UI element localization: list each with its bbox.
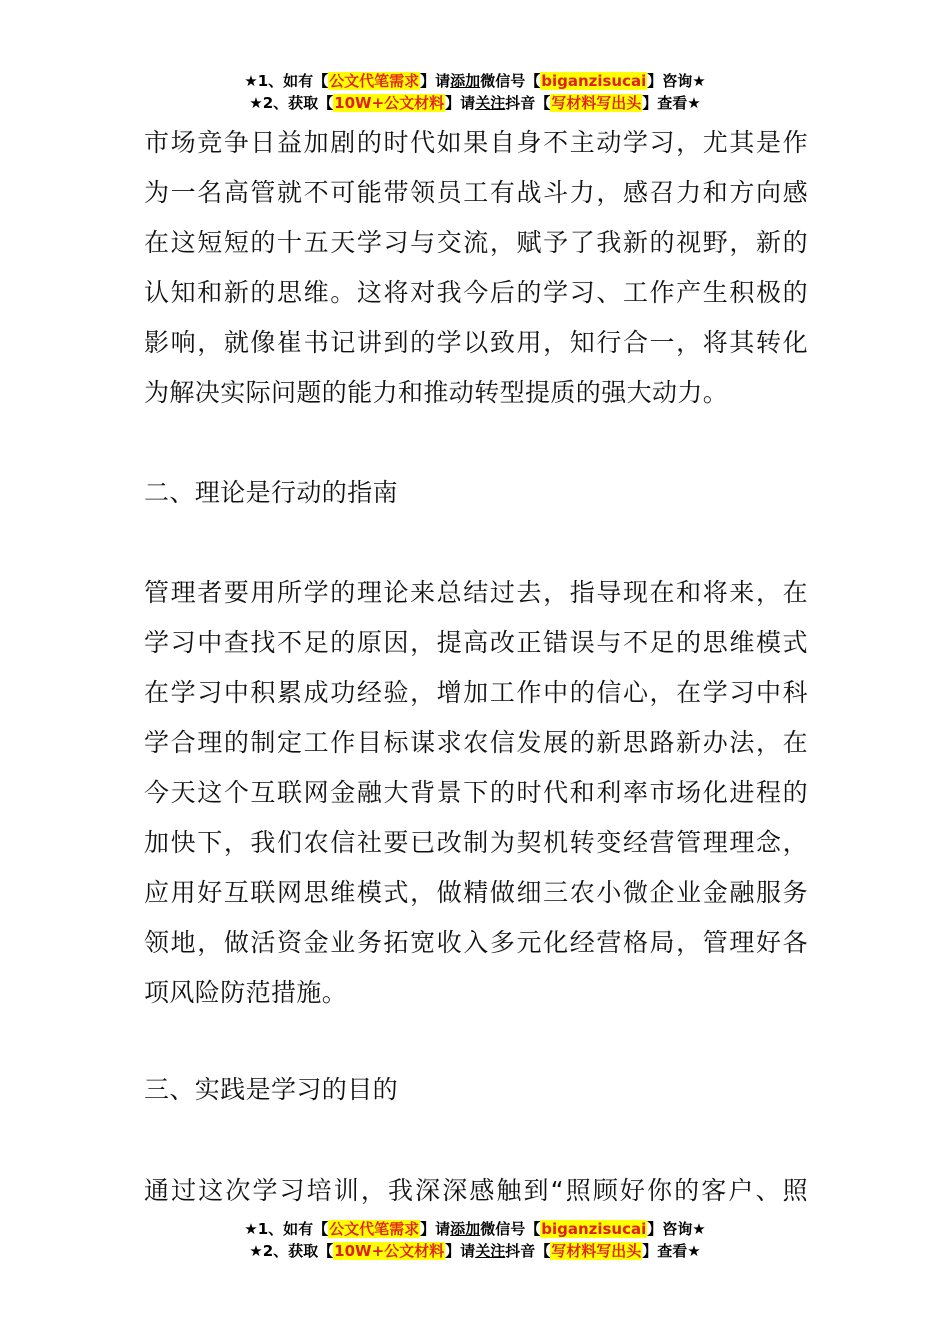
text-line: 为解决实际问题的能力和推动转型提质的强大动力。 <box>144 378 729 407</box>
banner-text: 微信号【 <box>480 1220 541 1238</box>
text-line: 加快下，我们农信社要已改制为契机转变经营管理理念， <box>144 828 808 857</box>
footer-banner <box>0 1218 950 1262</box>
banner-text: 1、如有【 <box>257 72 329 90</box>
star-icon: ★ <box>244 1220 258 1238</box>
banner-text: 】查看 <box>642 94 688 112</box>
star-icon: ★ <box>687 94 701 112</box>
text-line: 今天这个互联网金融大背景下的时代和利率市场化进程的 <box>144 778 808 807</box>
highlight-materials: 10W+公文材料 <box>334 94 445 112</box>
paragraph-3 <box>144 1166 808 1216</box>
banner-text: 】请 <box>445 1242 476 1260</box>
banner-text: 】请 <box>420 1220 451 1238</box>
banner-text: 】咨询 <box>647 1220 693 1238</box>
star-icon: ★ <box>692 1220 706 1238</box>
banner-emphasis: 添加 <box>450 72 481 90</box>
highlight-service: 公文代笔需求 <box>329 72 420 90</box>
banner-text: 2、获取【 <box>262 94 334 112</box>
text-line: 通过这次学习培训，我深深感触到“照顾好你的客户、照 <box>144 1176 808 1205</box>
banner-emphasis: 关注 <box>475 1242 506 1260</box>
text-line: 认知和新的思维。这将对我今后的学习、工作产生积极的 <box>144 278 808 307</box>
banner-emphasis: 添加 <box>450 1220 481 1238</box>
text-line: 领地，做活资金业务拓宽收入多元化经营格局，管理好各 <box>144 928 808 957</box>
highlight-douyin: 写材料写出头 <box>551 94 642 112</box>
text-line: 影响，就像崔书记讲到的学以致用，知行合一，将其转化 <box>144 328 808 357</box>
text-line: 管理者要用所学的理论来总结过去，指导现在和将来，在 <box>144 578 808 607</box>
text-line: 在这短短的十五天学习与交流，赋予了我新的视野，新的 <box>144 228 808 257</box>
banner-text: 抖音【 <box>505 1242 551 1260</box>
text-line: 市场竞争日益加剧的时代如果自身不主动学习，尤其是作 <box>144 128 808 157</box>
text-line: 项风险防范措施。 <box>144 978 348 1007</box>
star-icon: ★ <box>249 94 263 112</box>
banner-line-2 <box>0 92 950 114</box>
paragraph-1 <box>144 118 808 418</box>
banner-text: 】查看 <box>642 1242 688 1260</box>
banner-emphasis: 关注 <box>475 94 506 112</box>
text-line: 应用好互联网思维模式，做精做细三农小微企业金融服务 <box>144 878 808 907</box>
header-banner <box>0 70 950 114</box>
banner-text: 】咨询 <box>647 72 693 90</box>
section-heading-3-wrap <box>144 1065 808 1115</box>
highlight-materials: 10W+公文材料 <box>334 1242 445 1260</box>
banner-text: 】请 <box>420 72 451 90</box>
star-icon: ★ <box>692 72 706 90</box>
banner-text: 抖音【 <box>505 94 551 112</box>
heading-text: 二、理论是行动的指南 <box>144 478 399 507</box>
section-heading <box>144 1065 808 1115</box>
banner-text: 2、获取【 <box>262 1242 334 1260</box>
highlight-wechat-id: biganzisucai <box>541 72 647 90</box>
banner-text: 微信号【 <box>480 72 541 90</box>
star-icon: ★ <box>249 1242 263 1260</box>
text-line: 为一名高管就不可能带领员工有战斗力，感召力和方向感 <box>144 178 808 207</box>
heading-text: 三、实践是学习的目的 <box>144 1075 399 1104</box>
document-body <box>144 118 808 418</box>
banner-line-1 <box>0 1218 950 1240</box>
star-icon: ★ <box>687 1242 701 1260</box>
banner-text: 】请 <box>445 94 476 112</box>
highlight-douyin: 写材料写出头 <box>551 1242 642 1260</box>
paragraph-2 <box>144 568 808 1018</box>
highlight-service: 公文代笔需求 <box>329 1220 420 1238</box>
banner-line-2 <box>0 1240 950 1262</box>
text-line: 学习中查找不足的原因，提高改正错误与不足的思维模式 <box>144 628 808 657</box>
section-heading-2-wrap <box>144 468 808 518</box>
section-heading <box>144 468 808 518</box>
text-line: 学合理的制定工作目标谋求农信发展的新思路新办法，在 <box>144 728 808 757</box>
banner-line-1 <box>0 70 950 92</box>
banner-text: 1、如有【 <box>257 1220 329 1238</box>
paragraph-2-wrap <box>144 568 808 1018</box>
highlight-wechat-id: biganzisucai <box>541 1220 647 1238</box>
paragraph-3-wrap <box>144 1166 808 1216</box>
text-line: 在学习中积累成功经验，增加工作中的信心，在学习中科 <box>144 678 808 707</box>
star-icon: ★ <box>244 72 258 90</box>
